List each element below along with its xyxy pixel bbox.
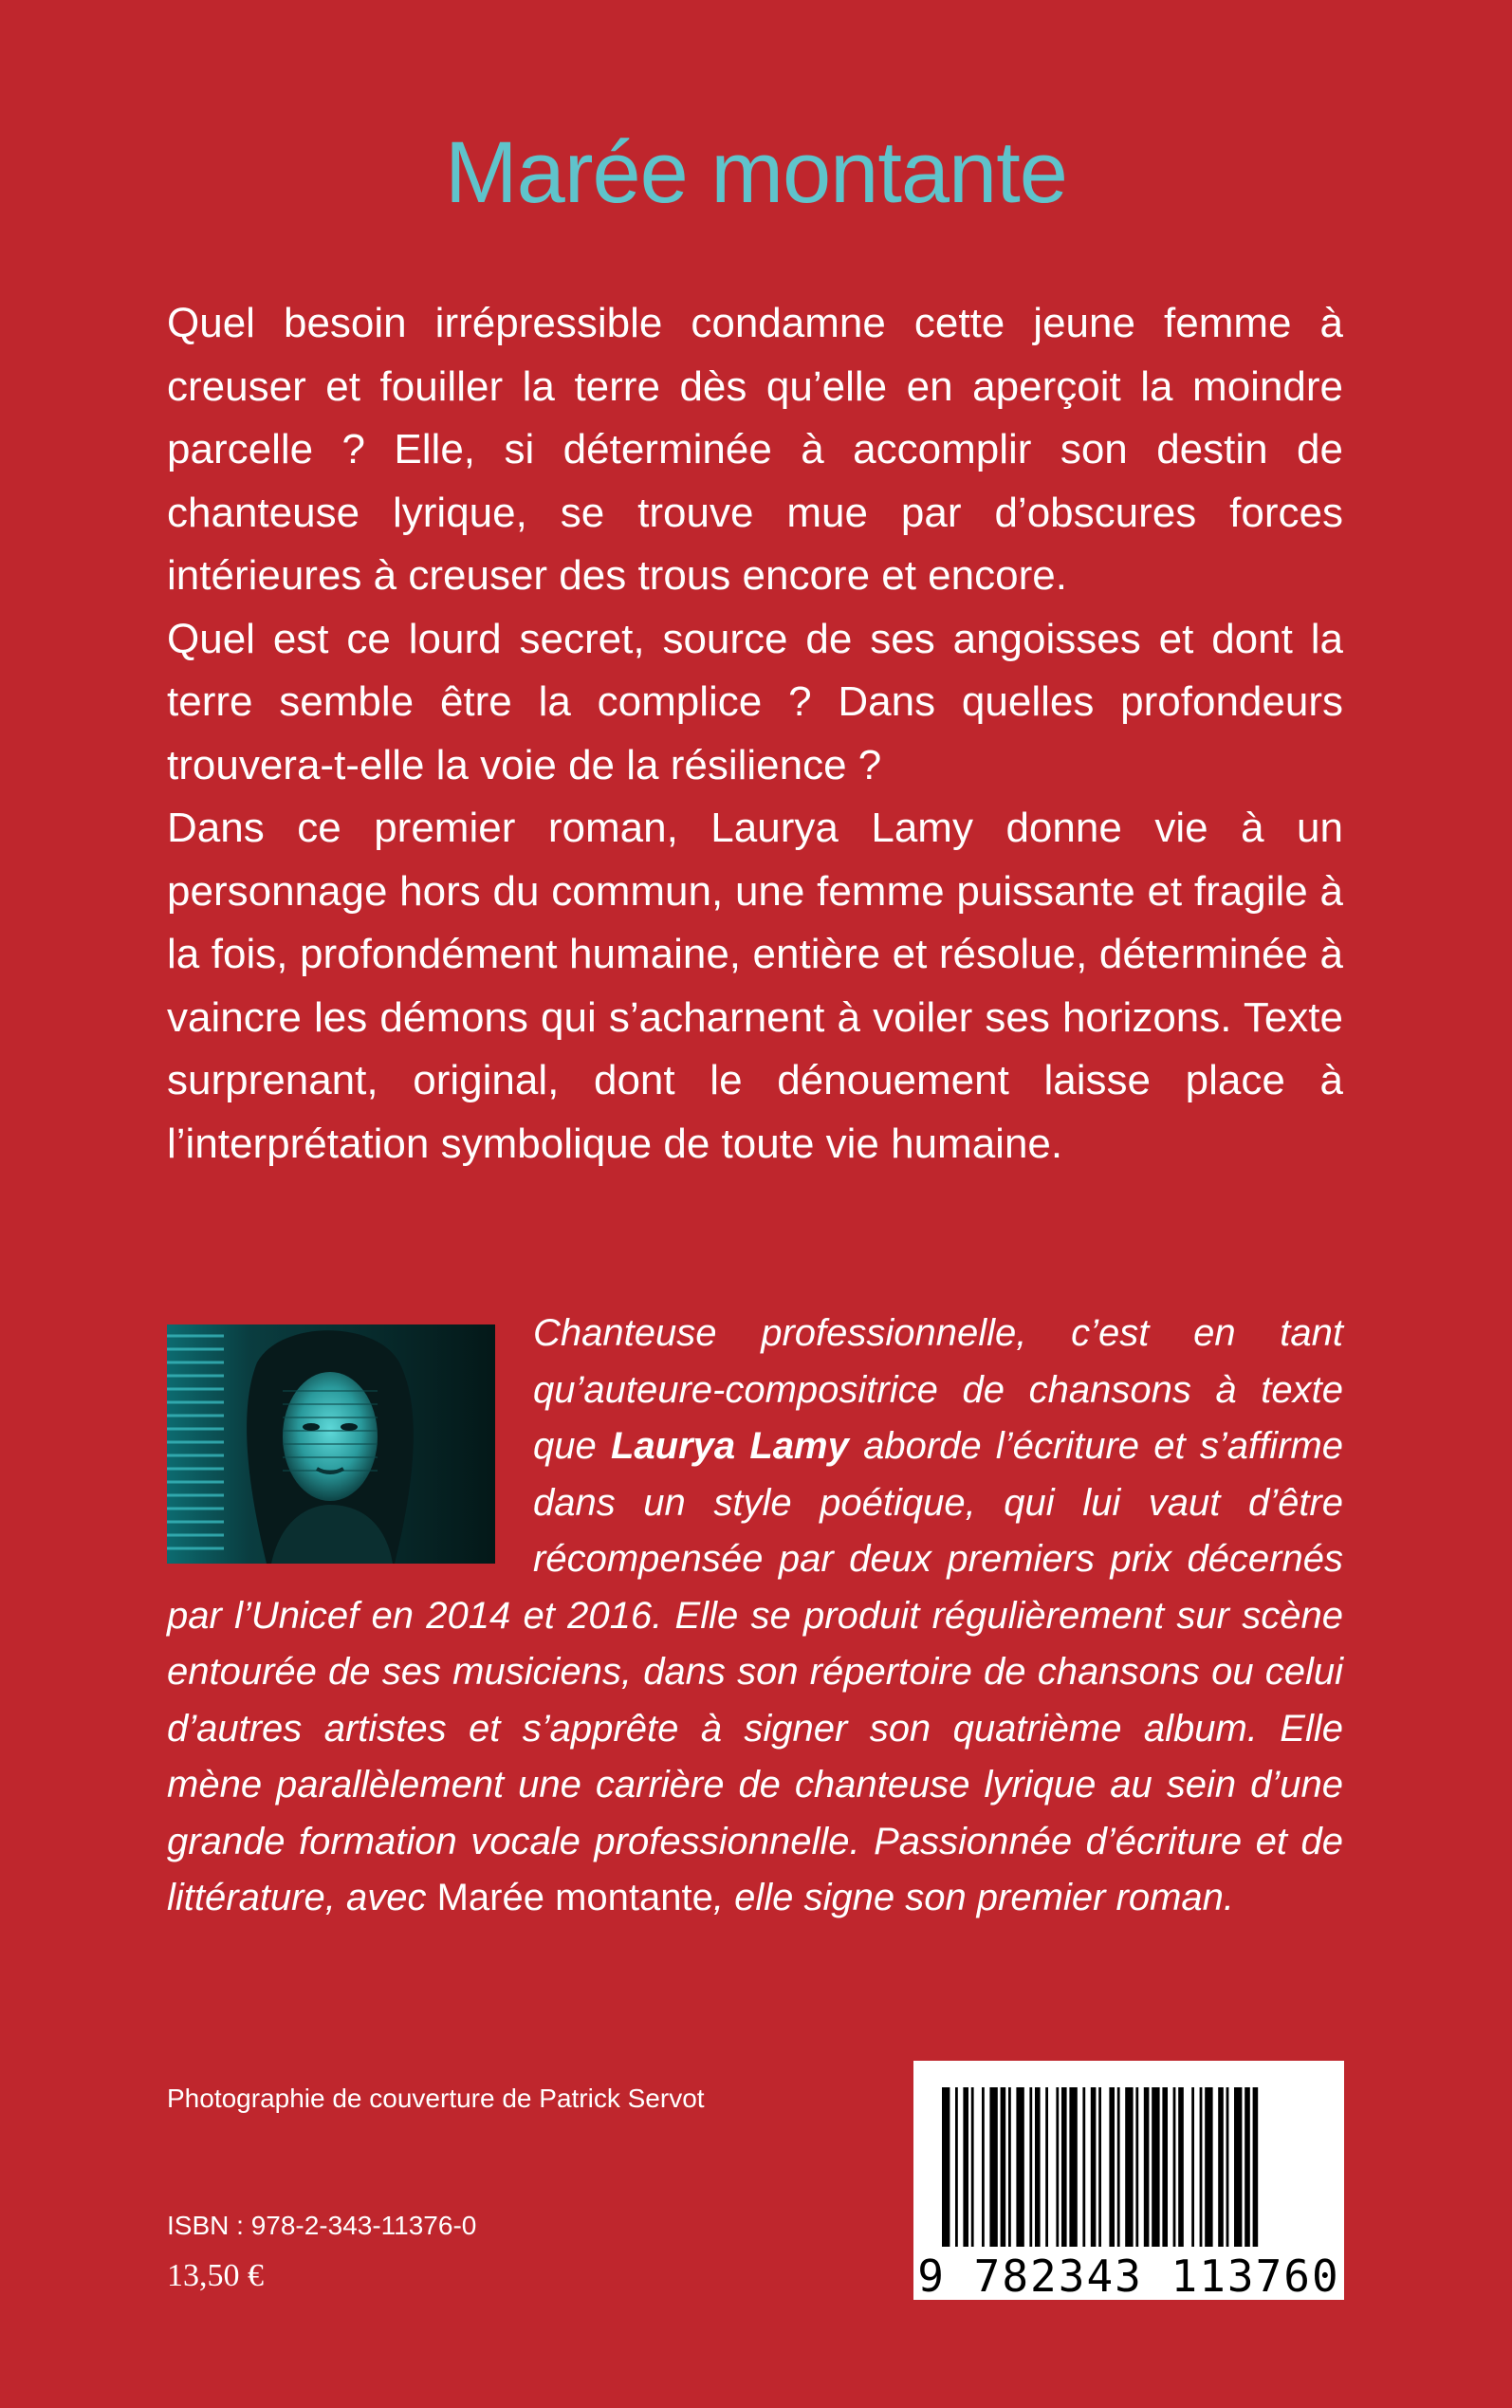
barcode-bar	[1125, 2087, 1133, 2247]
barcode-bar	[1226, 2087, 1229, 2247]
synopsis-paragraph-2: Quel est ce lourd secret, source de ses angoisses et dont la terre semble être la complice ? Dans quelles profondeurs trouvera-t-elle la voie de la résilience ?	[167, 615, 1343, 788]
barcode-bar	[1135, 2087, 1138, 2247]
barcode-bar	[1098, 2087, 1101, 2247]
barcode-bar	[1109, 2087, 1115, 2247]
synopsis	[167, 292, 1343, 1176]
book-title: Marée montante	[445, 124, 1067, 221]
barcode-bar	[989, 2087, 997, 2247]
photo-credit: Photographie de couverture de Patrick Servot	[167, 2084, 705, 2113]
barcode-bar	[1173, 2087, 1176, 2247]
barcode-bar	[942, 2087, 950, 2247]
barcode	[913, 2061, 1344, 2300]
barcode-bar	[955, 2087, 958, 2247]
barcode-bar	[1117, 2087, 1120, 2247]
barcode-bar	[1001, 2087, 1006, 2247]
barcode-bar	[1008, 2087, 1011, 2247]
barcode-bar	[1056, 2087, 1059, 2247]
barcode-bar	[1200, 2087, 1203, 2247]
barcode-bar	[1234, 2087, 1242, 2247]
barcode-bar	[1069, 2087, 1077, 2247]
barcode-bar	[1253, 2087, 1259, 2247]
author-bio	[167, 1306, 1343, 1927]
synopsis-paragraph-3: Dans ce premier roman, Laurya Lamy donne vie à un personnage hors du commun, une femme puissante et fragile à la fois, profondément humaine, entière et résolue, déterminée à vaincre les démons qui s’acharnent à voiler ses horizons. Texte surprenant, original, dont le dénouement laisse place à l’interprétation symbolique de toute vie humaine.	[167, 805, 1343, 1167]
barcode-bar	[1144, 2087, 1150, 2247]
barcode-bar	[1191, 2087, 1194, 2247]
barcode-bar	[1178, 2087, 1184, 2247]
barcode-bar	[1245, 2087, 1250, 2247]
barcode-digits: 9 782343 113760	[917, 2251, 1340, 2302]
barcode-bar	[982, 2087, 985, 2247]
barcode-bar	[1218, 2087, 1224, 2247]
bio-text-part-3: , elle signe son premier roman.	[712, 1877, 1234, 1918]
isbn: ISBN : 978-2-343-11376-0	[167, 2211, 477, 2240]
bio-text-part-2: aborde l’écriture et s’affirme dans un style poétique, qui lui vaut d’être récompensée par deux premiers prix décernés par l’Unicef en 2014 et 2016. Elle se produit régulièrement sur scène entourée de ses musiciens, dans son répertoire de chansons ou celui d’autres artistes et s’apprête à signer son quatrième album. Elle mène parallèlement une carrière de chanteuse lyrique au sein d’une grande formation vocale professionnelle. Passionnée d’écriture et de littérature, avec	[167, 1425, 1343, 1918]
barcode-bar	[1152, 2087, 1159, 2247]
barcode-bar	[1162, 2087, 1168, 2247]
bio-text-part-1: Chanteuse professionnelle, c’est en tant qu’auteure-compositrice de chansons à texte que	[533, 1312, 1343, 1467]
barcode-bar	[1016, 2087, 1023, 2247]
price: 13,50 €	[167, 2258, 264, 2293]
bio-author-name: Laurya Lamy	[610, 1425, 849, 1467]
barcode-bar	[1091, 2087, 1097, 2247]
bio-book-title: Marée montante	[436, 1877, 713, 1918]
barcode-bar	[971, 2087, 974, 2247]
barcode-bar	[963, 2087, 968, 2247]
barcode-bar	[1045, 2087, 1048, 2247]
barcode-bar	[1205, 2087, 1212, 2247]
barcode-bar	[1061, 2087, 1067, 2247]
author-photo	[167, 1324, 495, 1564]
barcode-bar	[1035, 2087, 1041, 2247]
synopsis-paragraph-1: Quel besoin irrépressible condamne cette jeune femme à creuser et fouiller la terre dès qu’elle en aperçoit la moindre parcelle ? Elle, si déterminée à accomplir son destin de chanteuse lyrique, se trouve mue par d’obscures forces intérieures à creuser des trous encore et encore.	[167, 300, 1343, 599]
barcode-bar	[1029, 2087, 1032, 2247]
barcode-bar	[1082, 2087, 1085, 2247]
